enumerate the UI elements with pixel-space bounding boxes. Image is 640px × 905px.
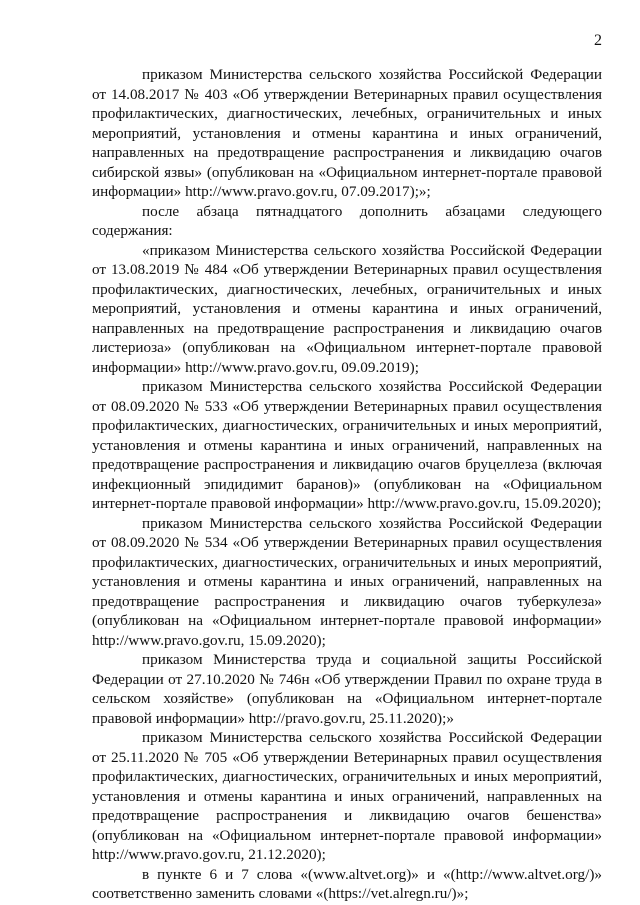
paragraph-amendment-instruction: после абзаца пятнадцатого дополнить абзацами следующего содержания:	[92, 202, 602, 239]
paragraph-order-534: приказом Министерства сельского хозяйства Российской Федерации от 08.09.2020 № 534 «Об утверждении Ветеринарных правил осуществления профилактических, диагностических, ограничительных и иных мероприятий, установления и отмены карантина и иных ограничений, направленных на предотвращение распространения и ликвидацию очагов туберкулеза» (опубликован на «Официальном интернет-портале правовой информации» http://www.pravo.gov.ru, 15.09.2020);	[92, 514, 602, 649]
paragraph-order-705: приказом Министерства сельского хозяйства Российской Федерации от 25.11.2020 № 705 «Об утверждении Ветеринарных правил осуществления профилактических, диагностических, ограничительных и иных мероприятий, установления и отмены карантина и иных ограничений, направленных на предотвращение распространения и ликвидацию очагов бешенства» (опубликован на «Официальном интернет-портале правовой информации» http://www.pravo.gov.ru, 21.12.2020);	[92, 729, 602, 863]
paragraph-order-746n: приказом Министерства труда и социальной защиты Российской Федерации от 27.10.2020 № 746н «Об утверждении Правил по охране труда в сельском хозяйстве» (опубликован на «Официальном интернет-портале правовой информации» http://pravo.gov.ru, 25.11.2020);»	[92, 651, 602, 727]
document-body	[92, 65, 602, 904]
paragraph-order-403: приказом Министерства сельского хозяйства Российской Федерации от 14.08.2017 № 403 «Об утверждении Ветеринарных правил осуществления профилактических, диагностических, лечебных, ограничительных и иных мероприятий, установления и отмены карантина и иных ограничений, направленных на предотвращение распространения и ликвидацию очагов сибирской язвы» (опубликован на «Официальном интернет-портале правовой информации» http://www.pravo.gov.ru, 07.09.2017);»;	[92, 66, 602, 200]
paragraph-order-533: приказом Министерства сельского хозяйства Российской Федерации от 08.09.2020 № 533 «Об утверждении Ветеринарных правил осуществления профилактических, диагностических, ограничительных и иных мероприятий, установления и отмены карантина и иных ограничений, направленных на предотвращение распространения и ликвидацию очагов бруцеллеза (включая инфекционный эпидидимит баранов)» (опубликован на «Официальном интернет-портале правовой информации» http://www.pravo.gov.ru, 15.09.2020);	[92, 378, 602, 512]
paragraph-order-484: «приказом Министерства сельского хозяйства Российской Федерации от 13.08.2019 № 484 «Об утверждении Ветеринарных правил осуществления профилактических, диагностических, лечебных, ограничительных и иных мероприятий, установления и отмены карантина и иных ограничений, направленных на предотвращение распространения и ликвидацию очагов листериоза» (опубликован на «Официальном интернет-портале правовой информации» http://www.pravo.gov.ru, 09.09.2019);	[92, 241, 602, 376]
page-number: 2	[594, 32, 602, 49]
paragraph-url-replacement: в пункте 6 и 7 слова «(www.altvet.org)» и «(http://www.altvet.org/)» соответственно заменить словами «(https://vet.alregn.ru/)»;	[92, 865, 602, 902]
